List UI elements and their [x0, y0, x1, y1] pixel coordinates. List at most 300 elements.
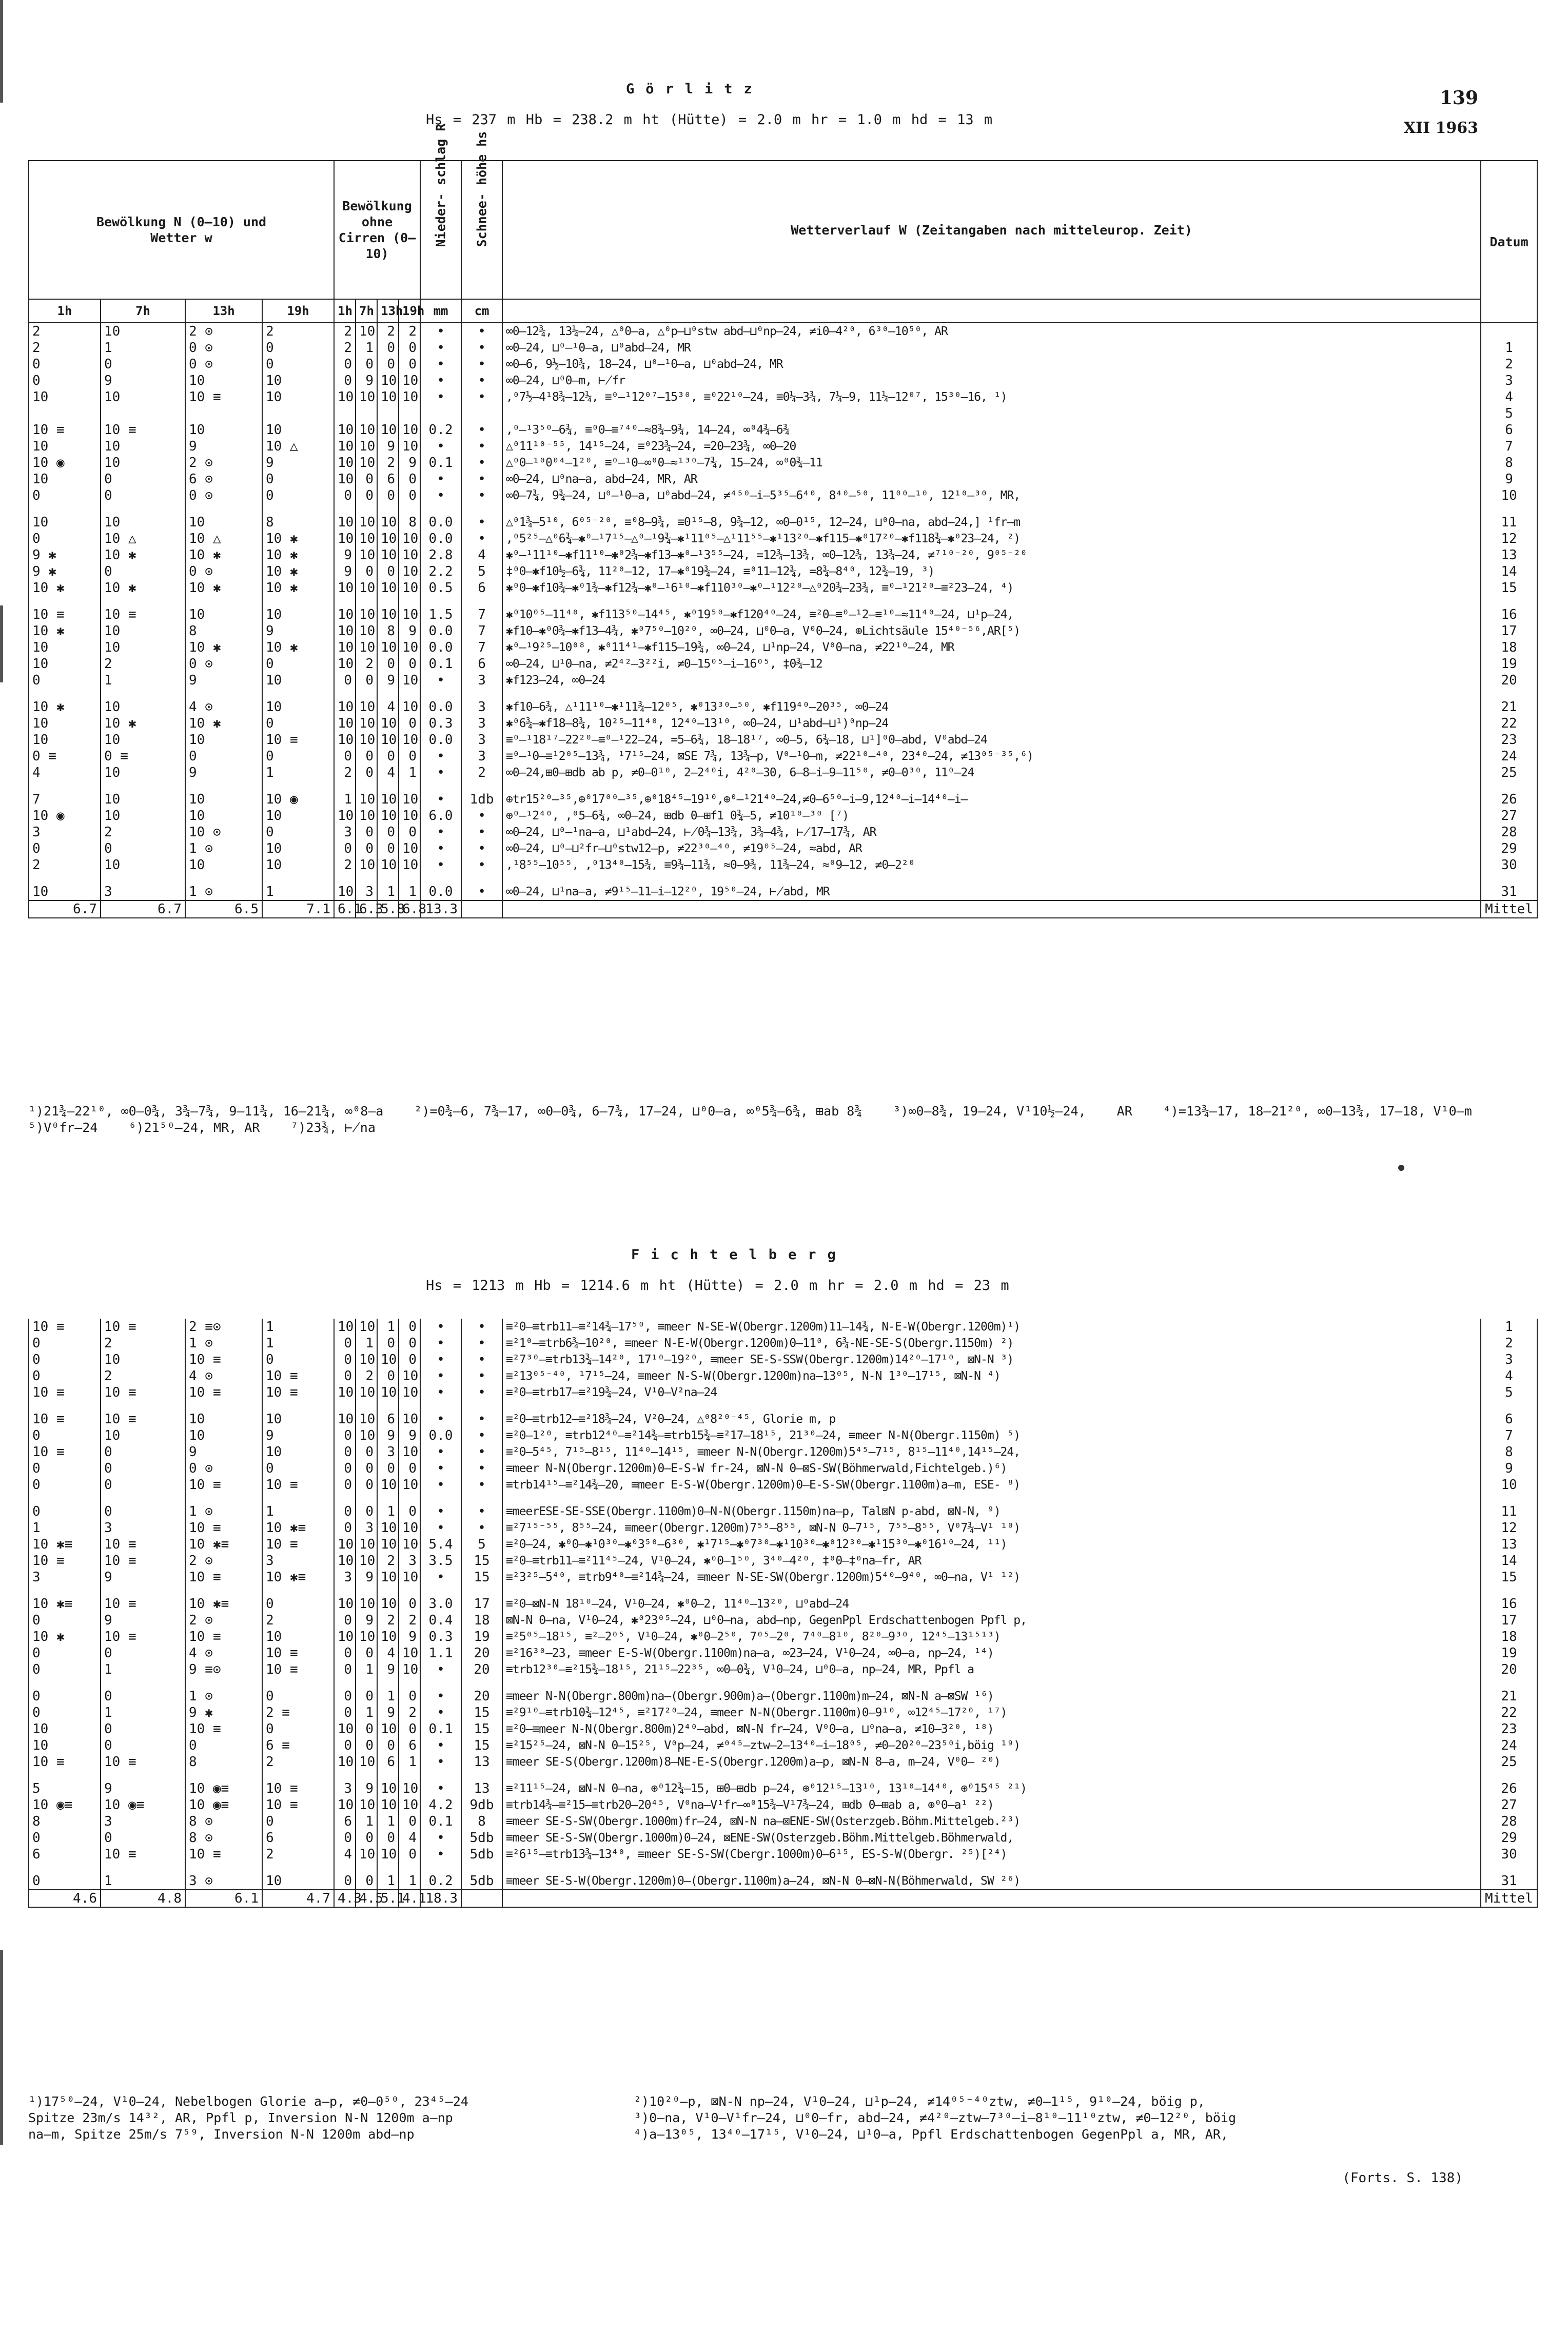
cell-e: 10 [334, 455, 356, 471]
cell-w: ✱f10–✱⁰0¾–✱f13–4¾, ✱⁰7⁵⁰–10²⁰, ∞0–24, ⊔⁰0–a, V⁰0–24, ⊕Lichtsäule 15⁴⁰⁻⁵⁶,AR[⁵) [502, 623, 1481, 639]
cell-d [262, 781, 334, 791]
cell-d [262, 873, 334, 884]
table-row [29, 639, 1537, 656]
mean-r: 18.3 [420, 1890, 461, 1907]
cell-g [377, 405, 399, 422]
table-row [29, 373, 1537, 389]
cell-b: 10 [101, 455, 185, 471]
mean-d: 7.1 [262, 900, 334, 918]
cell-w: ≡²1⁰–≡trb6¾–10²⁰, ≡meer N-E-W(Obergr.1200m)0–11⁰, 6¾-NE-SE-S(Obergr.1150m) ²) [502, 1335, 1481, 1352]
cell-r: • [420, 1460, 461, 1477]
cell-r: 0.0 [420, 639, 461, 656]
table-row [29, 857, 1537, 873]
cell-e: 3 [334, 1569, 356, 1585]
cell-r: • [420, 389, 461, 405]
cell-w: ≡²13⁰⁵⁻⁴⁰, ¹7¹⁵–24, ≡meer N-S-W(Obergr.1200m)na–13⁰⁵, N-N 1³⁰–17¹⁵, ⊠N-N ⁴) [502, 1368, 1481, 1384]
cell-h: 0 [399, 1503, 420, 1520]
footnote: ³)∞0–8¾, 19–24, V¹10½–24, [893, 1104, 1086, 1119]
cell-s: 8 [461, 1813, 502, 1830]
fichtelberg-rows [29, 1319, 1537, 1907]
cell-d: 10 [262, 1444, 334, 1460]
cell-r: 6.0 [420, 808, 461, 824]
cell-s: 3 [461, 715, 502, 732]
cell-c: 10 [185, 1411, 262, 1427]
cell-r: 0.0 [420, 531, 461, 547]
cell-w: ≡⁰–¹18¹⁷–22²⁰–≡⁰–¹22–24, =5–6¾, 18–18¹⁷, ∞0–5, 6¾–18, ⊔¹]⁰0–abd, V⁰abd–24 [502, 732, 1481, 748]
cell-w: ∞0–7¾, 9¾–24, ⊔⁰–¹0–a, ⊔⁰abd–24, ≠⁴⁵⁰–i–5³⁵–6⁴⁰, 8⁴⁰–⁵⁰, 11⁰⁰–¹⁰, 12¹⁰–³⁰, MR, [502, 487, 1481, 504]
cell-h [399, 504, 420, 514]
cell-a: 10 ≡ [29, 1411, 101, 1427]
cell-h: 9 [399, 623, 420, 639]
cell-h: 0 [399, 748, 420, 765]
cell-s: • [461, 824, 502, 840]
cell-a: 10 ✱ [29, 623, 101, 639]
footnote: ⁵)V⁰fr–24 [28, 1120, 98, 1135]
table-row [29, 1797, 1537, 1813]
cell-c [185, 1770, 262, 1780]
cell-w [502, 873, 1481, 884]
cell-dt: 5 [1481, 1384, 1537, 1401]
footnote: ³)0–na, V¹0–V¹fr–24, ⊔⁰0–fr, abd–24, ≠4²⁰–ztw–7³⁰–i–8¹⁰–11¹⁰ztw, ≠0–12²⁰, böig [634, 2110, 1236, 2125]
cell-s: • [461, 1477, 502, 1493]
cell-s [461, 1678, 502, 1688]
cell-e: 0 [334, 1612, 356, 1629]
cell-b: 10 ✱ [101, 715, 185, 732]
cell-g: 10 [377, 1596, 399, 1612]
cell-w: ,⁰5²⁵–△⁰6¾–✱⁰–¹7¹⁵–△⁰–¹9¾–✱¹11⁰⁵–△¹11⁵⁵–✱¹13²⁰–✱f115–✱⁰17²⁰–✱f118¾–✱⁰23–24, ²) [502, 531, 1481, 547]
cell-c: 10 ≡ [185, 389, 262, 405]
cell-f: 10 [356, 1352, 377, 1368]
cell-a: 0 [29, 1688, 101, 1705]
cell-f [356, 1678, 377, 1688]
cell-g: 0 [377, 356, 399, 373]
cell-s: • [461, 884, 502, 900]
cell-b [101, 1770, 185, 1780]
cell-g [377, 1401, 399, 1411]
cell-w: ≡²0–≡trb12–≡²18¾–24, V²0–24, △⁰8²⁰⁻⁴⁵, Glorie m, p [502, 1411, 1481, 1427]
cell-b: 0 [101, 1444, 185, 1460]
cell-g [377, 504, 399, 514]
cell-b: 0 [101, 356, 185, 373]
cell-f: 10 [356, 1846, 377, 1863]
cell-c: 2 ⊙ [185, 1612, 262, 1629]
cell-e: 10 [334, 639, 356, 656]
page-number: 139 [1439, 87, 1478, 109]
cell-s: • [461, 389, 502, 405]
table-row [29, 765, 1537, 781]
cell-h: 10 [399, 373, 420, 389]
mean-g: 5.1 [377, 1890, 399, 1907]
cell-e [334, 1863, 356, 1873]
table-row [29, 1493, 1537, 1503]
cell-b [101, 596, 185, 606]
table-row [29, 1585, 1537, 1596]
table-row [29, 1873, 1537, 1890]
cell-h: 10 [399, 547, 420, 563]
cell-b: 1 [101, 1705, 185, 1721]
cell-r: • [420, 340, 461, 356]
cell-b: 1 [101, 1661, 185, 1678]
cell-c: 2 ⊙ [185, 455, 262, 471]
cell-dt: 30 [1481, 1846, 1537, 1863]
cell-s [461, 1585, 502, 1596]
cell-h: 10 [399, 438, 420, 455]
cell-e: 4 [334, 1846, 356, 1863]
cell-s: • [461, 487, 502, 504]
cell-c: 2 ⊙ [185, 323, 262, 340]
cell-f: 0 [356, 840, 377, 857]
cell-e: 10 [334, 1754, 356, 1770]
cell-f [356, 1863, 377, 1873]
cell-e: 10 [334, 732, 356, 748]
mean-row [29, 900, 1537, 918]
cell-f: 1 [356, 340, 377, 356]
cell-e [334, 1493, 356, 1503]
cell-d [262, 1678, 334, 1688]
cell-w: ✱f123–24, ∞0–24 [502, 672, 1481, 689]
cell-g: 10 [377, 389, 399, 405]
cell-a: 10 ≡ [29, 606, 101, 623]
cell-e: 0 [334, 356, 356, 373]
table-row [29, 514, 1537, 531]
cell-r: 0.1 [420, 1813, 461, 1830]
cell-a: 0 [29, 1368, 101, 1384]
cell-b: 3 [101, 1813, 185, 1830]
cell-r: • [420, 791, 461, 808]
table-row [29, 1596, 1537, 1612]
mean-h: 6.8 [399, 900, 420, 918]
cell-f: 9 [356, 1612, 377, 1629]
cell-a: 10 [29, 471, 101, 487]
cell-dt [1481, 504, 1537, 514]
cell-w: ✱f10–6¾, △¹11¹⁰–✱¹11¾–12⁰⁵, ✱⁰13³⁰–⁵⁰, ✱f119⁴⁰–20³⁵, ∞0–24 [502, 699, 1481, 715]
table-row [29, 1830, 1537, 1846]
cell-a: 10 ◉≡ [29, 1797, 101, 1813]
table-row [29, 1319, 1537, 1335]
footnote: Spitze 23m/s 14³², AR, Ppfl p, Inversion N-N 1200m a–np [28, 2110, 453, 2125]
cell-d: 1 [262, 1335, 334, 1352]
cell-r: • [420, 1569, 461, 1585]
cell-g [377, 689, 399, 699]
footnote: AR [1116, 1104, 1132, 1119]
cell-d: 0 [262, 1460, 334, 1477]
cell-b: 9 [101, 373, 185, 389]
cell-h: 8 [399, 514, 420, 531]
cell-f: 10 [356, 1797, 377, 1813]
cell-b: 2 [101, 1368, 185, 1384]
cell-b: 0 [101, 1830, 185, 1846]
table-row [29, 1352, 1537, 1368]
cell-b: 1 [101, 340, 185, 356]
cell-s: 15 [461, 1553, 502, 1569]
cell-f: 0 [356, 1503, 377, 1520]
cell-r: • [420, 1352, 461, 1368]
cell-g: 0 [377, 1335, 399, 1352]
table-row [29, 791, 1537, 808]
header-date: Datum [1481, 161, 1537, 323]
cell-d: 6 ≡ [262, 1737, 334, 1754]
table-row [29, 1754, 1537, 1770]
cell-c: 10 ✱ [185, 715, 262, 732]
cell-h: 2 [399, 323, 420, 340]
table-row [29, 1645, 1537, 1661]
cell-w: ≡²0–≡trb17–≡²19¾–24, V¹0–V²na–24 [502, 1384, 1481, 1401]
cell-d [262, 1863, 334, 1873]
cell-dt: 28 [1481, 1813, 1537, 1830]
cell-g: 10 [377, 547, 399, 563]
cell-s [461, 1493, 502, 1503]
cell-h [399, 1863, 420, 1873]
cell-d: 9 [262, 623, 334, 639]
cell-w: ✱⁰6¾–✱f18–8¾, 10²⁵–11⁴⁰, 12⁴⁰–13¹⁰, ∞0–24, ⊔¹abd–⊔¹)⁰np–24 [502, 715, 1481, 732]
cell-h: 10 [399, 1661, 420, 1678]
cell-f: 1 [356, 1661, 377, 1678]
cell-s: 7 [461, 639, 502, 656]
cell-dt: 16 [1481, 1596, 1537, 1612]
cell-r: 1.5 [420, 606, 461, 623]
cell-e: 10 [334, 471, 356, 487]
cell-h [399, 405, 420, 422]
mean-f: 6.3 [356, 900, 377, 918]
cell-g: 10 [377, 1536, 399, 1553]
table-row [29, 1629, 1537, 1645]
cell-e: 10 [334, 1411, 356, 1427]
cell-c [185, 1863, 262, 1873]
cell-r: 0.0 [420, 514, 461, 531]
cell-h [399, 596, 420, 606]
cell-c: 2 ≡⊙ [185, 1319, 262, 1335]
header-weather-course: Wetterverlauf W (Zeitangaben nach mitteleurop. Zeit) [502, 161, 1481, 299]
cell-f: 2 [356, 1368, 377, 1384]
cell-h: 10 [399, 732, 420, 748]
cell-s: 15 [461, 1569, 502, 1585]
cell-g [377, 1863, 399, 1873]
cell-a: 10 ✱≡ [29, 1596, 101, 1612]
table-row [29, 1368, 1537, 1384]
binding-mark [0, 1950, 3, 2145]
cell-b [101, 1678, 185, 1688]
table-row [29, 623, 1537, 639]
cell-dt: 2 [1481, 1335, 1537, 1352]
cell-b: 10 [101, 323, 185, 340]
cell-f: 10 [356, 323, 377, 340]
table-row [29, 1780, 1537, 1797]
mean-e: 6.1 [334, 900, 356, 918]
cell-d: 0 [262, 715, 334, 732]
cell-d: 2 [262, 1612, 334, 1629]
cell-e: 10 [334, 1596, 356, 1612]
cell-g: 2 [377, 323, 399, 340]
cell-a: 10 ◉ [29, 455, 101, 471]
cell-dt [1481, 873, 1537, 884]
cell-f: 10 [356, 1553, 377, 1569]
cell-w: ≡²16³⁰–23, ≡meer E-S-W(Obergr.1100m)na–a, ∞23–24, V¹0–24, ∞0–a, np–24, ¹⁴) [502, 1645, 1481, 1661]
cell-e: 3 [334, 1780, 356, 1797]
table-row [29, 323, 1537, 340]
cell-c: 10 ≡ [185, 1846, 262, 1863]
cell-c: 8 [185, 623, 262, 639]
cell-d: 9 [262, 1427, 334, 1444]
cell-g: 1 [377, 1873, 399, 1890]
cell-e: 0 [334, 840, 356, 857]
cell-a: 0 [29, 1705, 101, 1721]
cell-a [29, 1585, 101, 1596]
cell-s: 9db [461, 1797, 502, 1813]
cell-b: 0 ≡ [101, 748, 185, 765]
cell-r [420, 1493, 461, 1503]
cell-d: 1 [262, 1319, 334, 1335]
cell-d: 10 [262, 389, 334, 405]
cell-h: 0 [399, 824, 420, 840]
cell-d: 10 [262, 422, 334, 438]
cell-c: 0 ⊙ [185, 340, 262, 356]
cell-f: 10 [356, 389, 377, 405]
cell-f: 10 [356, 1384, 377, 1401]
cell-a: 0 [29, 1830, 101, 1846]
cell-b: 0 [101, 1477, 185, 1493]
cell-dt: 15 [1481, 580, 1537, 596]
cell-d: 10 [262, 606, 334, 623]
cell-f: 10 [356, 699, 377, 715]
cell-w: ✱⁰10⁰⁵–11⁴⁰, ✱f113⁵⁰–14⁴⁵, ✱⁰19⁵⁰–✱f120⁴⁰–24, ≡²0–≡⁰–¹2–≡¹⁰–≈11⁴⁰–24, ⊔¹p–24, [502, 606, 1481, 623]
cell-c: 2 ⊙ [185, 1553, 262, 1569]
cell-r: • [420, 1319, 461, 1335]
cell-g [377, 596, 399, 606]
cell-f: 0 [356, 1721, 377, 1737]
cell-b: 0 [101, 840, 185, 857]
cell-g: 0 [377, 1460, 399, 1477]
cell-e: 10 [334, 715, 356, 732]
cell-s: • [461, 1411, 502, 1427]
cell-c: 9 ≡⊙ [185, 1661, 262, 1678]
cell-c: 10 △ [185, 531, 262, 547]
cell-s: 5 [461, 563, 502, 580]
cell-a: 10 ≡ [29, 1384, 101, 1401]
unit-mm: mm [420, 299, 461, 323]
table-row [29, 405, 1537, 422]
cell-w [502, 1770, 1481, 1780]
cell-dt: 21 [1481, 699, 1537, 715]
cell-a: 2 [29, 323, 101, 340]
cell-e: 10 [334, 1721, 356, 1737]
cell-e: 10 [334, 422, 356, 438]
cell-g: 0 [377, 487, 399, 504]
cell-e [334, 596, 356, 606]
cell-c: 10 ≡ [185, 1520, 262, 1536]
cell-c: 10 [185, 373, 262, 389]
cell-dt [1481, 781, 1537, 791]
cell-w: ≡²3²⁵–5⁴⁰, ≡trb9⁴⁰–≡²14¾–24, ≡meer N-SE-SW(Obergr.1200m)5⁴⁰–9⁴⁰, ∞0–na, V¹ ¹²) [502, 1569, 1481, 1585]
cell-r: 5.4 [420, 1536, 461, 1553]
mean-s [461, 900, 502, 918]
cell-dt: 27 [1481, 1797, 1537, 1813]
cell-w: ≡²9¹⁰–≡trb10¾–12⁴⁵, ≡²17²⁰–24, ≡meer N-N(Obergr.1100m)0–9¹⁰, ∞12⁴⁵–17²⁰, ¹⁷) [502, 1705, 1481, 1721]
cell-dt: 22 [1481, 715, 1537, 732]
cell-b: 10 △ [101, 531, 185, 547]
cell-dt: 17 [1481, 623, 1537, 639]
cell-g: 0 [377, 840, 399, 857]
table-row [29, 840, 1537, 857]
cell-a: 0 [29, 487, 101, 504]
cell-f: 10 [356, 1754, 377, 1770]
cell-a: 10 [29, 514, 101, 531]
cell-dt: 24 [1481, 1737, 1537, 1754]
cell-w [502, 504, 1481, 514]
cell-f: 10 [356, 455, 377, 471]
cell-r: • [420, 1737, 461, 1754]
cell-c: 0 [185, 1737, 262, 1754]
cell-g: 2 [377, 1612, 399, 1629]
cell-d [262, 1401, 334, 1411]
cell-dt: 17 [1481, 1612, 1537, 1629]
cell-f: 10 [356, 791, 377, 808]
cell-c: 0 ⊙ [185, 356, 262, 373]
cell-h: 0 [399, 356, 420, 373]
cell-d: 0 [262, 1596, 334, 1612]
cell-w [502, 596, 1481, 606]
cell-r: 4.2 [420, 1797, 461, 1813]
cell-c [185, 689, 262, 699]
cell-r: • [420, 840, 461, 857]
hour-1: 1h [334, 299, 356, 323]
cell-e [334, 873, 356, 884]
cell-h: 1 [399, 765, 420, 781]
cell-h: 10 [399, 857, 420, 873]
table-row [29, 340, 1537, 356]
cell-a: 0 [29, 1503, 101, 1520]
cell-dt: 7 [1481, 438, 1537, 455]
hour-1: 1h [29, 299, 101, 323]
cell-d: 0 [262, 1721, 334, 1737]
cell-c: 10 [185, 857, 262, 873]
cell-a: 0 [29, 1645, 101, 1661]
cell-w: ≡²0–≡meer N-N(Obergr.800m)2⁴⁰–abd, ⊠N-N fr–24, V⁰0–a, ⊔⁰na–a, ≠10–3²⁰, ¹⁸) [502, 1721, 1481, 1737]
cell-c [185, 504, 262, 514]
cell-a: 0 [29, 1427, 101, 1444]
cell-g: 10 [377, 1352, 399, 1368]
cell-c: 10 [185, 791, 262, 808]
cell-c: 1 ⊙ [185, 840, 262, 857]
cell-h: 10 [399, 791, 420, 808]
cell-b [101, 1863, 185, 1873]
cell-s: 3 [461, 672, 502, 689]
cell-h: 0 [399, 471, 420, 487]
cell-g: 10 [377, 1520, 399, 1536]
station-title-fichtelberg: Fichtelberg [631, 1247, 847, 1263]
cell-g: 0 [377, 1368, 399, 1384]
cell-c: 0 ⊙ [185, 487, 262, 504]
cell-w: ≡²6¹⁵–≡trb13¾–13⁴⁰, ≡meer SE-S-SW(Cbergr.1000m)0–6¹⁵, ES-S-W(Obergr. ²⁵)[²⁴) [502, 1846, 1481, 1863]
cell-c [185, 1401, 262, 1411]
cell-r [420, 1863, 461, 1873]
cell-h: 2 [399, 1705, 420, 1721]
cell-s: • [461, 1384, 502, 1401]
cell-f: 0 [356, 672, 377, 689]
cell-s: 15 [461, 1737, 502, 1754]
cell-b: 10 [101, 514, 185, 531]
cell-c: 9 [185, 672, 262, 689]
cell-h: 10 [399, 1477, 420, 1493]
cell-r: • [420, 748, 461, 765]
cell-g: 1 [377, 884, 399, 900]
footnote: ⁴)=13¾–17, 18–21²⁰, ∞0–13¾, 17–18, V¹0–m [1163, 1104, 1472, 1119]
cell-h: 10 [399, 672, 420, 689]
cell-g: 4 [377, 1645, 399, 1661]
cell-r: • [420, 323, 461, 340]
cell-c [185, 1493, 262, 1503]
cell-e: 10 [334, 606, 356, 623]
cell-dt: 14 [1481, 563, 1537, 580]
